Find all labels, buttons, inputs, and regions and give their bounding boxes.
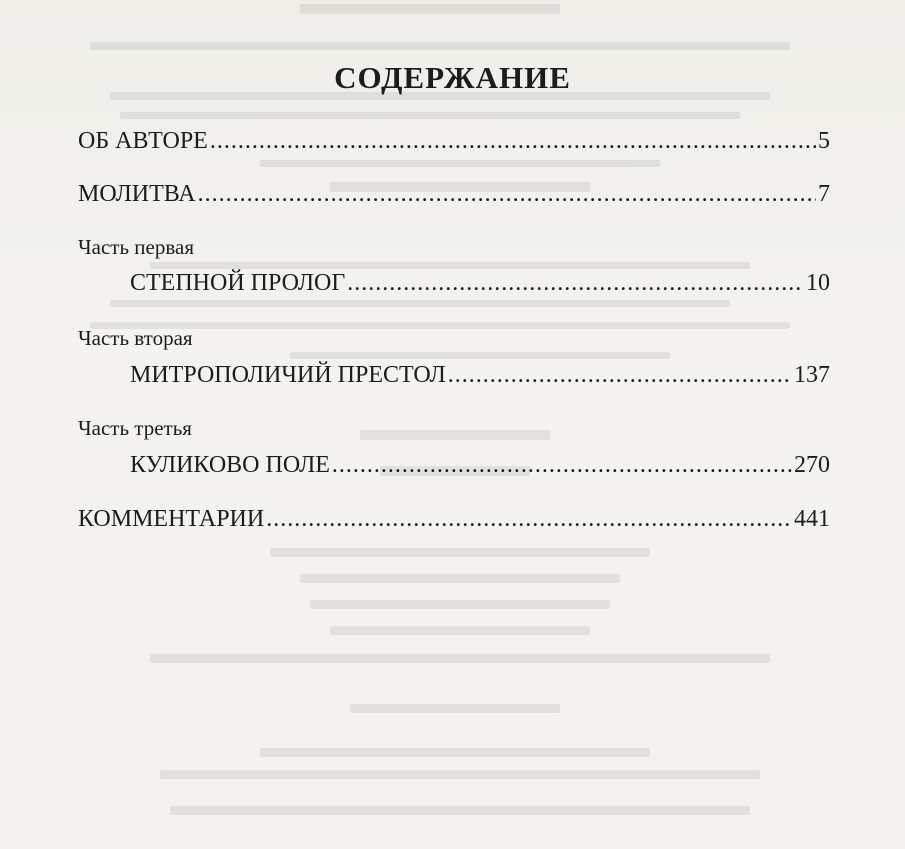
toc-part-label: Часть третья [78,416,192,440]
toc-entry-label: ОБ АВТОРЕ [78,128,208,154]
toc-entry-comments[interactable] [78,506,830,533]
toc-leader-dots [266,506,792,533]
toc-entry-metropolitan-throne[interactable] [130,362,830,389]
toc-entry-about-author[interactable] [78,128,830,155]
toc-entry-page-number: 137 [794,362,830,388]
toc-entry-steppe-prologue[interactable] [130,270,830,297]
toc-leader-dots [210,128,816,155]
toc-part-label: Часть первая [78,235,194,259]
toc-entry-page-number: 10 [806,270,830,296]
toc-entry-prayer[interactable] [78,181,830,208]
toc-leader-dots [347,270,804,297]
toc-title: СОДЕРЖАНИЕ [334,60,571,95]
toc-entry-page-number: 270 [794,452,830,478]
toc-leader-dots [198,181,816,208]
toc-leader-dots [448,362,792,389]
toc-entry-label: КОММЕНТАРИИ [78,506,265,532]
toc-part-label: Часть вторая [78,326,193,350]
toc-entry-label: МОЛИТВА [78,181,196,207]
toc-entry-label: МИТРОПОЛИЧИЙ ПРЕСТОЛ [130,362,446,388]
toc-leader-dots [332,452,792,479]
toc-entry-label: КУЛИКОВО ПОЛЕ [130,452,330,478]
toc-entry-page-number: 441 [794,506,830,532]
toc-entry-page-number: 7 [818,181,830,207]
toc-entry-page-number: 5 [818,128,830,154]
toc-entry-kulikovo-field[interactable] [130,452,830,479]
toc-entry-label: СТЕПНОЙ ПРОЛОГ [130,270,346,296]
